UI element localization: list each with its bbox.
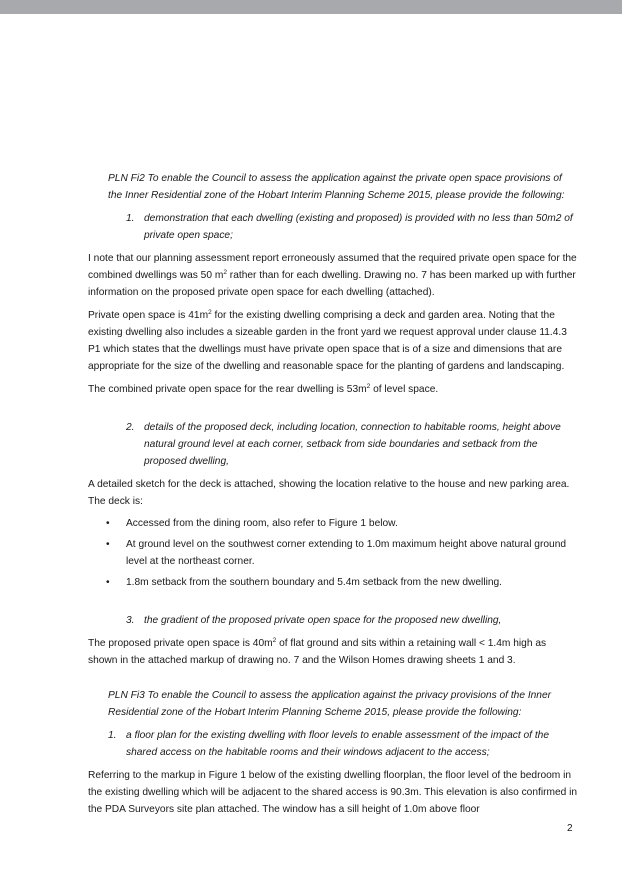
- list-text: the gradient of the proposed private open space for the proposed new dwelling,: [144, 615, 502, 626]
- list-number: 2.: [126, 422, 135, 433]
- fi3-request: PLN Fi3 To enable the Council to assess the application against the privacy provisions of the Inner Residential zone of the Hobart Interim Planning Scheme 2015, please provide the following:: [108, 690, 552, 718]
- bullet-text: 1.8m setback from the southern boundary and 5.4m setback from the new dwelling.: [126, 577, 503, 588]
- list-text: details of the proposed deck, including location, connection to habitable rooms, height above natural ground level at each corner, setback from side boundaries and setback from the proposed dwelling,: [144, 422, 561, 467]
- bullet-item: [106, 536, 578, 570]
- fi2-paragraph-5: The proposed private open space is $40m^2$ of flat ground and sits within a retaining wall < 1.4m high as shown in the attached markup of drawing no. 7 and the Wilson Homes drawing sheets 1 and 3.: [88, 637, 547, 666]
- list-number: 1.: [126, 213, 135, 224]
- document-page: [88, 170, 578, 818]
- bullet-item: [106, 574, 578, 591]
- fi2-item-3: [126, 612, 578, 629]
- fi2-request: PLN Fi2 To enable the Council to assess the application against the private open space provisions of the Inner Residential zone of the Hobart Interim Planning Scheme 2015, please provide the following:: [108, 173, 565, 201]
- list-number: 1.: [108, 730, 117, 741]
- fi2-paragraph-1: I note that our planning assessment report erroneously assumed that the required private open space for the combined dwellings was 50 $m^2$ rather than for each dwelling. Drawing no. 7 has been marked up with further information on the proposed private open space for each dwelling (attached).: [88, 253, 577, 298]
- fi2-paragraph-4: A detailed sketch for the deck is attached, showing the location relative to the house and new parking area. The deck is:: [88, 479, 570, 507]
- fi3-paragraph-1: Referring to the markup in Figure 1 below of the existing dwelling floorplan, the floor level of the bedroom in the existing dwelling which will be adjacent to the shared access is 90.3m. This elevation is also confirmed in the PDA Surveyors site plan attached. The window has a sill height of 1.0m above floor: [88, 770, 578, 815]
- bullet-text: At ground level on the southwest corner extending to 1.0m maximum height above natural ground level at the northeast corner.: [126, 539, 567, 567]
- list-number: 3.: [126, 615, 135, 626]
- fi2-paragraph-3: The combined private open space for the rear dwelling is $53m^2$ of level space.: [88, 383, 439, 395]
- fi3-item-1: [108, 727, 578, 761]
- bullet-text: Accessed from the dining room, also refer to Figure 1 below.: [126, 518, 398, 529]
- bullet-item: [106, 515, 578, 532]
- bullet-icon: •: [106, 518, 110, 529]
- bullet-icon: •: [106, 539, 110, 550]
- fi2-paragraph-2: Private open space is $41m^2$ for the existing dwelling comprising a deck and garden area. Noting that the existing dwelling also includes a sizeable garden in the front yard we request approval under clause 11.4.3 P1 which states that the dwellings must have private open space that is of a size and dimensions that are appropriate for the size of the dwelling and reasonable space for the planting of gardens and landscaping.: [88, 309, 567, 372]
- fi2-item-2: [126, 419, 578, 470]
- page-header-bar: [0, 0, 622, 14]
- list-text: a floor plan for the existing dwelling with floor levels to enable assessment of the impact of the shared access on the habitable rooms and their windows adjacent to the access;: [126, 730, 550, 758]
- page-number: 2: [567, 823, 573, 834]
- list-text: demonstration that each dwelling (existing and proposed) is provided with no less than 50m2 of private open space;: [144, 213, 573, 241]
- bullet-icon: •: [106, 577, 110, 588]
- fi2-item-1: [126, 210, 578, 244]
